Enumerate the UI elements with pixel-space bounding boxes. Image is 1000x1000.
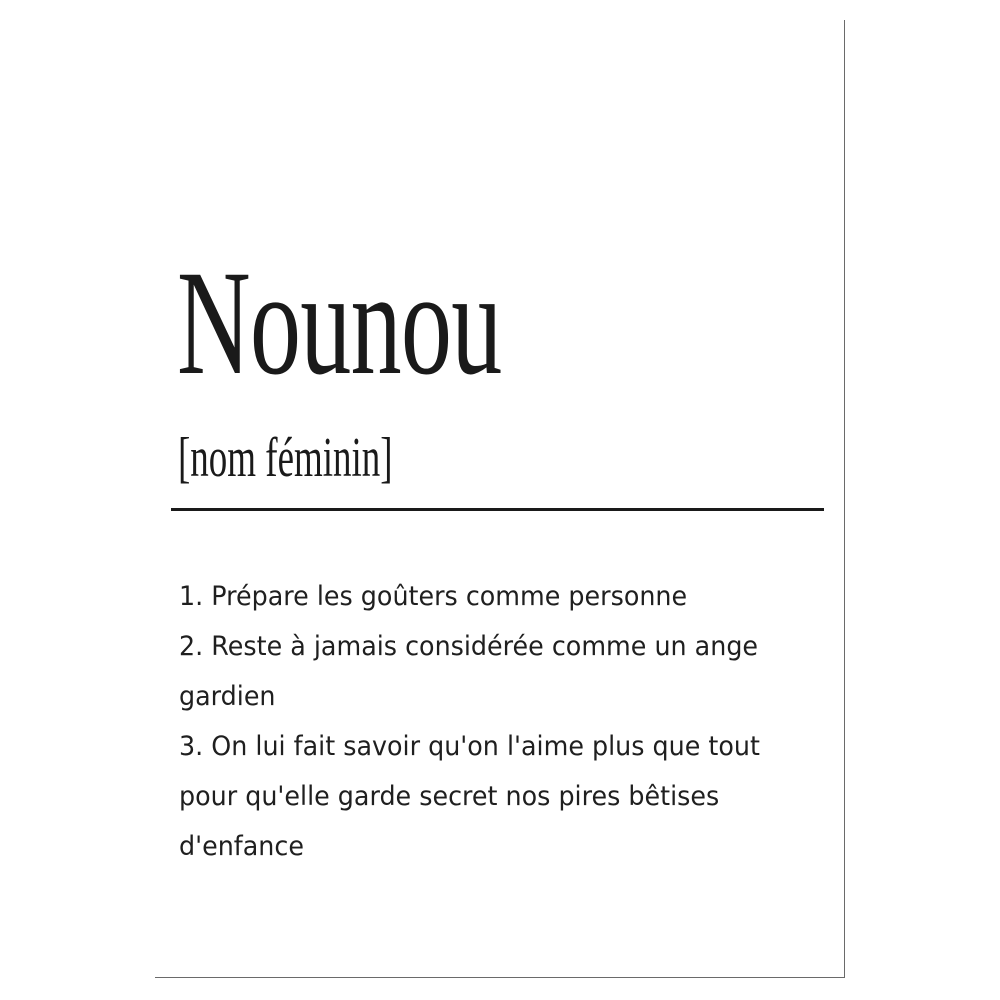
- definition-poster: [155, 20, 845, 978]
- part-of-speech: [nom féminin]: [178, 427, 393, 489]
- divider-line: [171, 508, 824, 511]
- definition-list: [179, 572, 819, 872]
- definition-item: 3. On lui fait savoir qu'on l'aime plus que tout pour qu'elle garde secret nos pires bêtises d'enfance: [179, 731, 760, 862]
- poster-title: Nounou: [177, 240, 502, 406]
- definition-item: 1. Prépare les goûters comme personne: [179, 581, 688, 612]
- definition-item: 2. Reste à jamais considérée comme un ange gardien: [179, 631, 759, 712]
